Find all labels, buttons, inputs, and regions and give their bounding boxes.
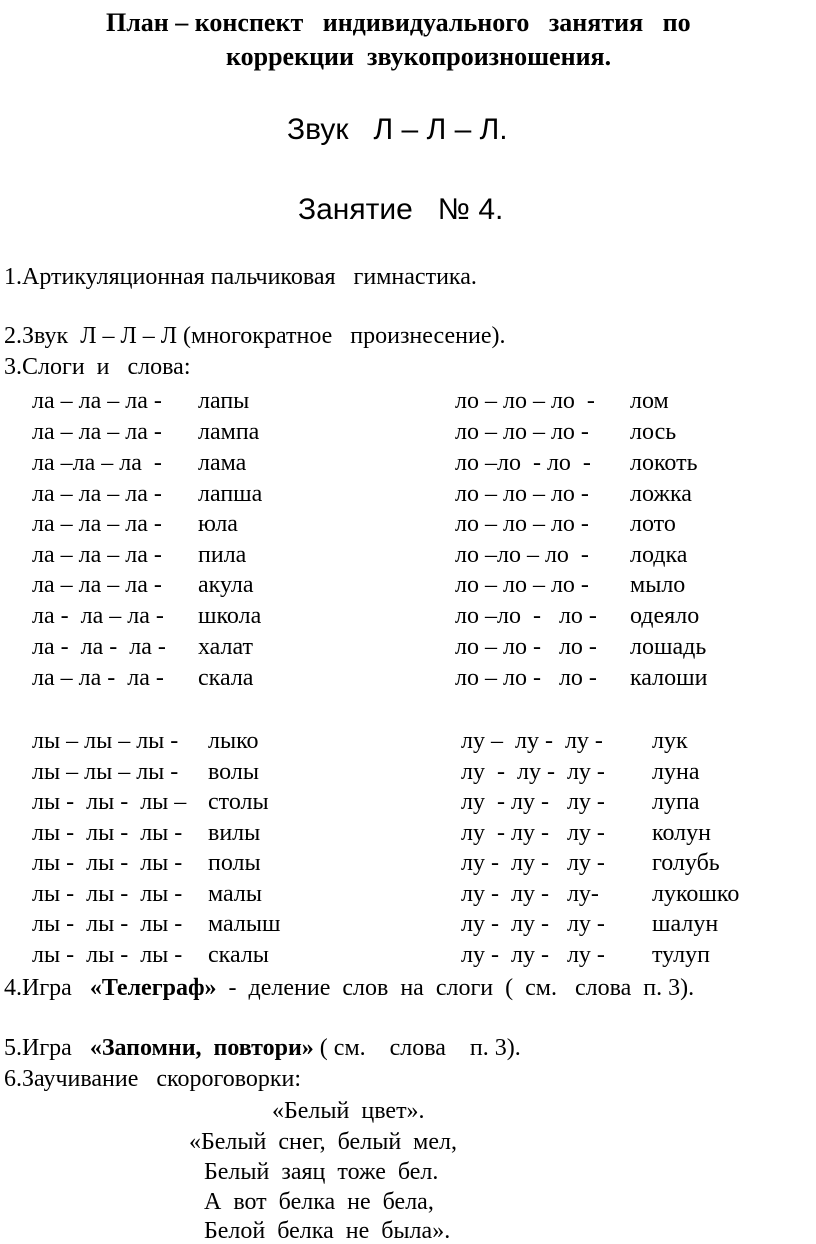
practice-word: калоши [630,665,708,691]
poem-line: А вот белка не бела, [204,1189,434,1215]
item-4-game-name: «Телеграф» [89,975,217,1001]
practice-word: скала [198,665,254,691]
poem-line: Белой белка не была». [204,1218,451,1244]
item-5 [4,1036,521,1060]
practice-word: лапша [198,481,263,507]
practice-word: мыло [630,572,686,598]
syllable-pattern: ла - ла - ла - [32,634,166,660]
item-5-label: 5.Игра [4,1035,90,1061]
title-line-1: План – конспект индивидуального занятия по [106,8,691,37]
lesson-heading: Занятие № 4. [298,193,504,226]
practice-word: столы [208,789,269,815]
practice-word: лама [198,450,247,476]
practice-word: лото [630,511,676,537]
item-4 [4,976,694,1000]
practice-word: лапы [198,388,250,414]
syllable-pattern: ла –ла – ла - [32,450,162,476]
syllable-pattern: ло –ло - ло - [455,603,597,629]
poem-title: «Белый цвет». [272,1098,425,1124]
syllable-pattern: ло –ло - ло - [455,450,591,476]
syllable-pattern: ло – ло – ло - [455,511,589,537]
practice-word: лупа [652,789,700,815]
syllable-pattern: лы - лы - лы – [32,789,187,815]
syllable-pattern: ло – ло – ло - [455,481,589,507]
syllable-pattern: ла – ла – ла - [32,542,162,568]
practice-word: волы [208,759,259,785]
item-1: 1.Артикуляционная пальчиковая гимнастика. [4,264,477,290]
practice-word: лук [652,728,688,754]
item-4-text: - деление слов на слоги ( см. слова п. 3). [216,975,695,1001]
practice-word: юла [198,511,238,537]
syllable-pattern: ло – ло – ло - [455,388,595,414]
poem-line: «Белый снег, белый мел, [189,1129,457,1155]
practice-word: локоть [630,450,698,476]
syllable-pattern: лу - лу - лу - [461,850,605,876]
practice-word: ложка [630,481,692,507]
practice-word: лукошко [652,881,740,907]
syllable-pattern: ла - ла – ла - [32,603,164,629]
syllable-pattern: ло – ло – ло - [455,572,589,598]
syllable-pattern: лы - лы - лы - [32,942,183,968]
item-6: 6.Заучивание скороговорки: [4,1066,302,1092]
syllable-pattern: ла – ла - ла - [32,665,164,691]
syllable-pattern: лу - лу - лу - [461,789,605,815]
syllable-pattern: ло – ло - ло - [455,634,597,660]
syllable-pattern: лы – лы – лы - [32,759,179,785]
item-5-text: ( см. слова п. 3). [313,1035,521,1061]
practice-word: лампа [198,419,260,445]
practice-word: полы [208,850,261,876]
item-2: 2.Звук Л – Л – Л (многократное произнесение). [4,323,506,349]
syllable-pattern: лы - лы - лы - [32,881,183,907]
practice-word: вилы [208,820,261,846]
practice-word: шалун [652,911,719,937]
syllable-pattern: ла – ла – ла - [32,481,162,507]
syllable-pattern: ло – ло – ло - [455,419,589,445]
practice-word: лыко [208,728,259,754]
practice-word: акула [198,572,254,598]
practice-word: малы [208,881,262,907]
practice-word: школа [198,603,262,629]
practice-word: лодка [630,542,688,568]
practice-word: луна [652,759,700,785]
practice-word: скалы [208,942,269,968]
syllable-pattern: ла – ла – ла - [32,572,162,598]
practice-word: тулуп [652,942,710,968]
syllable-pattern: ла – ла – ла - [32,388,162,414]
practice-word: лом [630,388,669,414]
syllable-pattern: лу – лу - лу - [461,728,603,754]
syllable-pattern: ло – ло - ло - [455,665,597,691]
syllable-pattern: лу - лу - лу- [461,881,599,907]
syllable-pattern: лу - лу - лу - [461,911,605,937]
item-4-label: 4.Игра [4,975,90,1001]
title-line-2: коррекции звукопроизношения. [226,42,612,71]
practice-word: голубь [652,850,720,876]
syllable-pattern: лы – лы – лы - [32,728,179,754]
syllable-pattern: ла – ла – ла - [32,511,162,537]
syllable-pattern: лу - лу - лу - [461,759,605,785]
practice-word: пила [198,542,247,568]
syllable-pattern: лы - лы - лы - [32,820,183,846]
syllable-pattern: лы - лы - лы - [32,850,183,876]
practice-word: колун [652,820,711,846]
practice-word: халат [198,634,254,660]
syllable-pattern: ло –ло – ло - [455,542,589,568]
syllable-pattern: лу - лу - лу - [461,942,605,968]
practice-word: одеяло [630,603,700,629]
syllable-pattern: лу - лу - лу - [461,820,605,846]
practice-word: лось [630,419,677,445]
poem-line: Белый заяц тоже бел. [204,1159,439,1185]
practice-word: лошадь [630,634,707,660]
syllable-pattern: ла – ла – ла - [32,419,162,445]
syllable-pattern: лы - лы - лы - [32,911,183,937]
practice-word: малыш [208,911,281,937]
item-3: 3.Слоги и слова: [4,354,191,380]
sound-heading: Звук Л – Л – Л. [287,113,508,146]
item-5-game-name: «Запомни, повтори» [89,1035,314,1061]
